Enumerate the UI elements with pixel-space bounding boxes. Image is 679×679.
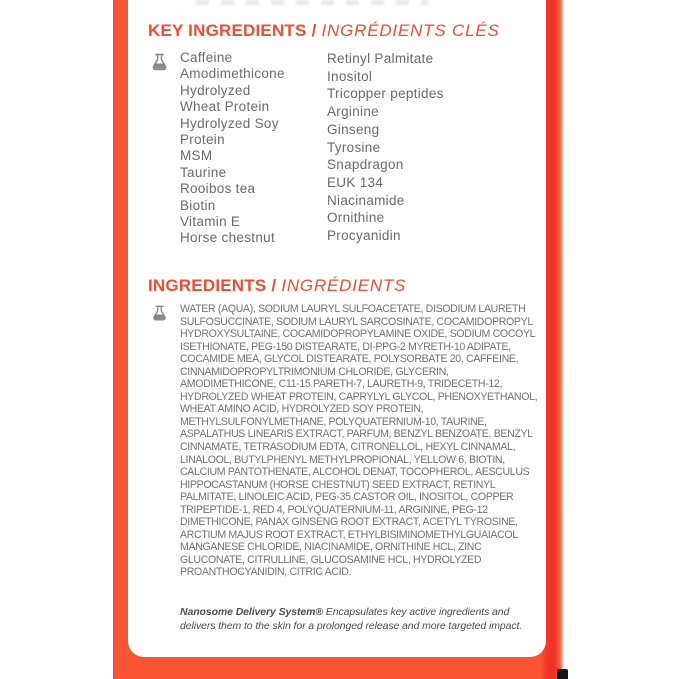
- key-ingredients-heading-fr: INGRÉDIENTS CLÉS: [321, 21, 500, 40]
- background-photo-artifact: [557, 669, 568, 679]
- cropped-text-fragment: [196, 0, 428, 5]
- nanosome-footnote: [180, 606, 530, 633]
- key-ingredient: Tyrosine: [327, 139, 381, 155]
- key-ingredient: Tricopper peptides: [327, 86, 444, 102]
- nanosome-brand-name: Nanosome Delivery System®: [180, 606, 323, 618]
- key-ingredient: Ornithine: [327, 210, 385, 226]
- key-ingredient: Hydrolyzed Wheat Protein: [180, 82, 270, 115]
- key-ingredient: Ginseng: [327, 121, 380, 137]
- key-ingredients-column-right: [327, 50, 517, 245]
- heading-separator: /: [271, 276, 277, 295]
- key-ingredients-heading: [148, 21, 500, 41]
- key-ingredient: Arginine: [327, 104, 379, 120]
- key-ingredient: Horse chestnut: [180, 230, 275, 246]
- key-ingredient: Procyanidin: [327, 228, 401, 244]
- key-ingredient: Vitamin E: [180, 214, 241, 230]
- full-ingredient-list: WATER (AQUA), SODIUM LAURYL SULFOACETATE, DISODIUM LAURETH SULFOSUCCINATE, SODIUM LAURYL SARCOSINATE, COCAMIDOPROPYL HYDROXYSULTAINE, COCAMIDOPROPYLAMINE OXIDE, SODIUM COCOYL ISETHIONATE, PEG-150 DISTEARATE, DI-PPG-2 MYRETH-10 ADIPATE, COCAMIDE MEA, GLYCOL DISTEARATE, POLYSORBATE 20, CAFFEINE, CINNAMIDOPROPYLTRIMONIUM CHLORIDE, GLYCERIN, AMODIMETHICONE, C11-15 PARETH-7, LAURETH-9, TRIDECETH-12, HYDROLYZED WHEAT PROTEIN, CAPRYLYL GLYCOL, PHENOXYETHANOL, WHEAT AMINO ACID, HYDROLYZED SOY PROTEIN, METHYLSULFONYLMETHANE, POLYQUATERNIUM-10, TAURINE, ASPALATHUS LINEARIS EXTRACT, PARFUM, BENZYL BENZOATE, BENZYL CINNAMATE, TETRASODIUM EDTA, CITRONELLOL, HEXYL CINNAMAL, LINALOOL, BUTYLPHENYL METHYLPROPIONAL, YELLOW 6, BIOTIN, CALCIUM PANTOTHENATE, ALCOHOL DENAT, TOCOPHEROL, AESCULUS HIPPOCASTANUM (HORSE CHESTNUT) SEED EXTRACT, RETINYL PALMITATE, LINOLEIC ACID, PEG-35 CASTOR OIL, INOSITOL, COPPER TRIPEPTIDE-1, RED 4, POLYQUATERNIUM-11, ARGININE, PEG-12 DIMETHICONE, PANAX GINSENG ROOT EXTRACT, ACETYL TYROSINE, ARCTIUM MAJUS ROOT EXTRACT, ETHYLBISIMINOMETHYLGUAIACOL MANGANESE CHLORIDE, NIACINAMIDE, ORNITHINE HCL, ZINC GLUCONATE, CITRULLINE, GLUCOSAMINE HCL, HYDROLYZED PROANTHOCYANIDIN, CITRIC ACID.: [180, 303, 538, 579]
- key-ingredient: Niacinamide: [327, 192, 405, 208]
- key-ingredient: Hydrolyzed Soy Protein: [180, 115, 279, 148]
- flask-icon: [149, 52, 170, 73]
- key-ingredient: Caffeine: [180, 50, 233, 65]
- ingredients-heading-fr: INGRÉDIENTS: [281, 276, 407, 295]
- heading-separator: /: [311, 21, 317, 40]
- key-ingredients-column-left: [180, 50, 290, 247]
- key-ingredient: Retinyl Palmitate: [327, 51, 434, 66]
- label-white-panel: [128, 0, 546, 657]
- key-ingredient: Inositol: [327, 68, 373, 84]
- key-ingredient: Rooibos tea: [180, 181, 256, 197]
- key-ingredient: Snapdragon: [327, 157, 404, 173]
- ingredients-heading-en: INGREDIENTS: [148, 276, 267, 295]
- nanosome-description: Encapsulates key active ingredients and delivers them to the skin for a prolonged release and more targeted impact.: [180, 606, 523, 632]
- ingredients-heading: [148, 276, 406, 296]
- key-ingredient: Amodimethicone: [180, 66, 285, 82]
- key-ingredient: MSM: [180, 148, 213, 164]
- key-ingredients-heading-en: KEY INGREDIENTS: [148, 21, 307, 40]
- key-ingredient: Biotin: [180, 197, 216, 213]
- key-ingredient: Taurine: [180, 164, 227, 180]
- flask-icon: [150, 304, 169, 323]
- key-ingredient: EUK 134: [327, 174, 384, 190]
